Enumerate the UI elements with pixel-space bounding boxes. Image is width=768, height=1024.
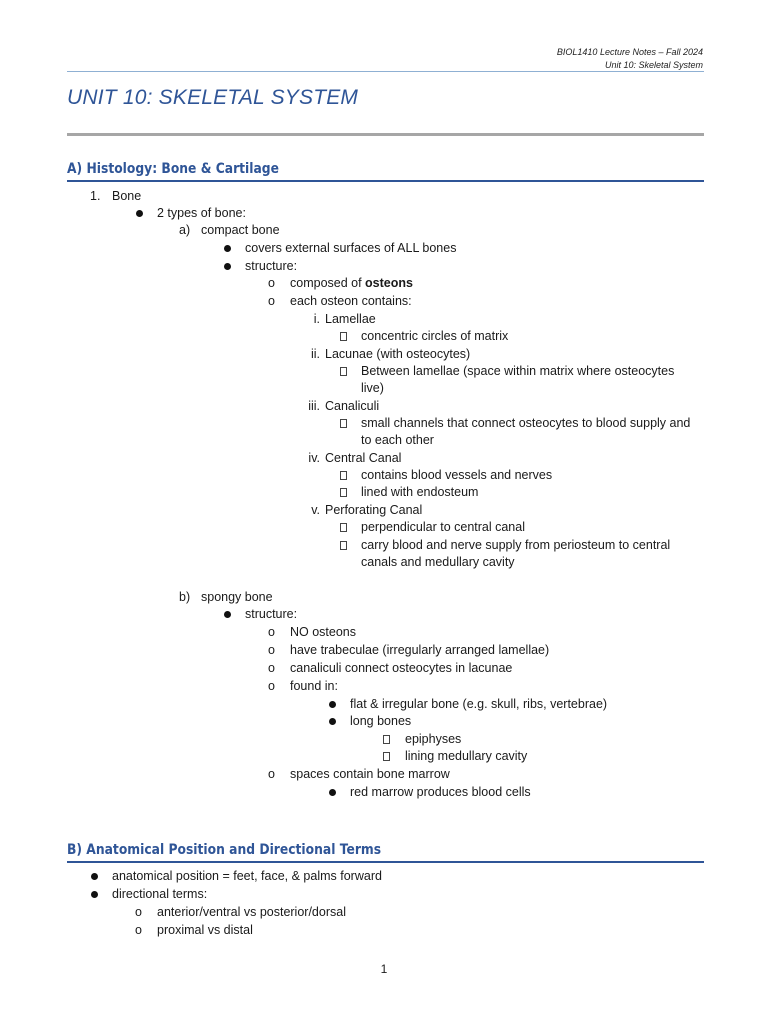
list-marker: iii.: [308, 399, 320, 413]
bullet-icon: [329, 789, 336, 796]
list-item: spongy bone: [201, 590, 273, 604]
list-item: long bones: [350, 714, 412, 728]
bullet-icon: [91, 891, 98, 898]
list-item: red marrow produces blood cells: [350, 785, 531, 799]
square-bullet-icon: [340, 367, 347, 376]
list-marker: o: [268, 625, 275, 639]
list-marker: o: [268, 643, 275, 657]
square-bullet-icon: [340, 488, 347, 497]
list-item: canaliculi connect osteocytes in lacunae: [290, 661, 513, 675]
list-item: Lacunae (with osteocytes): [325, 347, 471, 361]
list-item: Perforating Canal: [325, 503, 423, 517]
bullet-icon: [329, 701, 336, 708]
list-marker: i.: [313, 312, 320, 326]
header-course: BIOL1410 Lecture Notes – Fall 2024: [556, 47, 703, 57]
page-title: UNIT 10: SKELETAL SYSTEM: [67, 86, 359, 109]
list-item: carry blood and nerve supply from periosteum to central: [361, 538, 671, 552]
square-bullet-icon: [340, 541, 347, 550]
section-b-divider: [67, 861, 704, 863]
square-bullet-icon: [383, 735, 390, 744]
list-item: proximal vs distal: [157, 923, 253, 937]
list-item: Canaliculi: [325, 399, 380, 413]
list-marker: a): [179, 223, 191, 237]
list-marker: v.: [311, 503, 320, 517]
square-bullet-icon: [340, 523, 347, 532]
list-item: contains blood vessels and nerves: [361, 468, 553, 482]
list-marker: ii.: [310, 347, 320, 361]
square-bullet-icon: [340, 332, 347, 341]
list-item: to each other: [361, 433, 434, 447]
list-item: structure:: [245, 607, 298, 621]
running-header: [557, 46, 703, 71]
list-item: Bone: [112, 189, 142, 203]
header-unit: Unit 10: Skeletal System: [604, 59, 703, 70]
square-bullet-icon: [340, 419, 347, 428]
list-item: Between lamellae (space within matrix where osteocytes: [361, 364, 675, 378]
list-item: each osteon contains:: [290, 294, 412, 308]
square-bullet-icon: [383, 752, 390, 761]
list-item: epiphyses: [405, 732, 462, 746]
list-marker: o: [268, 661, 275, 675]
list-item: Central Canal: [325, 451, 402, 465]
bullet-icon: [329, 718, 336, 725]
list-item: perpendicular to central canal: [361, 520, 525, 534]
list-marker: 1.: [90, 189, 101, 203]
header-divider: [67, 71, 704, 72]
bullet-icon: [224, 611, 231, 618]
section-b-heading: B) Anatomical Position and Directional Terms: [67, 842, 382, 858]
list-item: found in:: [290, 679, 338, 693]
list-item: anatomical position = feet, face, & palms forward: [112, 869, 382, 883]
list-item: composed of osteons: [290, 276, 413, 290]
square-bullet-icon: [340, 471, 347, 480]
list-item: spaces contain bone marrow: [290, 767, 450, 781]
bullet-icon: [136, 210, 143, 217]
list-item: small channels that connect osteocytes to blood supply and: [361, 416, 691, 430]
section-a-divider: [67, 180, 704, 182]
list-item: directional terms:: [112, 887, 208, 901]
list-item: structure:: [245, 259, 298, 273]
bullet-icon: [224, 245, 231, 252]
list-item: canals and medullary cavity: [361, 555, 515, 569]
list-marker: iv.: [308, 451, 320, 465]
list-marker: b): [179, 590, 191, 604]
list-marker: o: [135, 905, 142, 919]
list-item: Lamellae: [325, 312, 376, 326]
list-item: 2 types of bone:: [157, 206, 246, 220]
title-divider: [67, 133, 704, 136]
list-item: NO osteons: [290, 625, 357, 639]
list-item: compact bone: [201, 223, 280, 237]
list-item: lining medullary cavity: [405, 749, 528, 763]
list-marker: o: [268, 276, 275, 290]
list-marker: o: [135, 923, 142, 937]
list-item: have trabeculae (irregularly arranged lamellae): [290, 643, 550, 657]
bullet-icon: [224, 263, 231, 270]
section-a-heading: A) Histology: Bone & Cartilage: [67, 161, 279, 177]
list-item: flat & irregular bone (e.g. skull, ribs, vertebrae): [350, 697, 608, 711]
list-marker: o: [268, 294, 275, 308]
list-item: live): [361, 381, 384, 395]
list-marker: o: [268, 767, 275, 781]
list-item: lined with endosteum: [361, 485, 479, 499]
list-item: covers external surfaces of ALL bones: [245, 241, 457, 255]
page-number: 1: [380, 962, 388, 976]
bullet-icon: [91, 873, 98, 880]
list-item: anterior/ventral vs posterior/dorsal: [157, 905, 346, 919]
list-item: concentric circles of matrix: [361, 329, 509, 343]
list-marker: o: [268, 679, 275, 693]
